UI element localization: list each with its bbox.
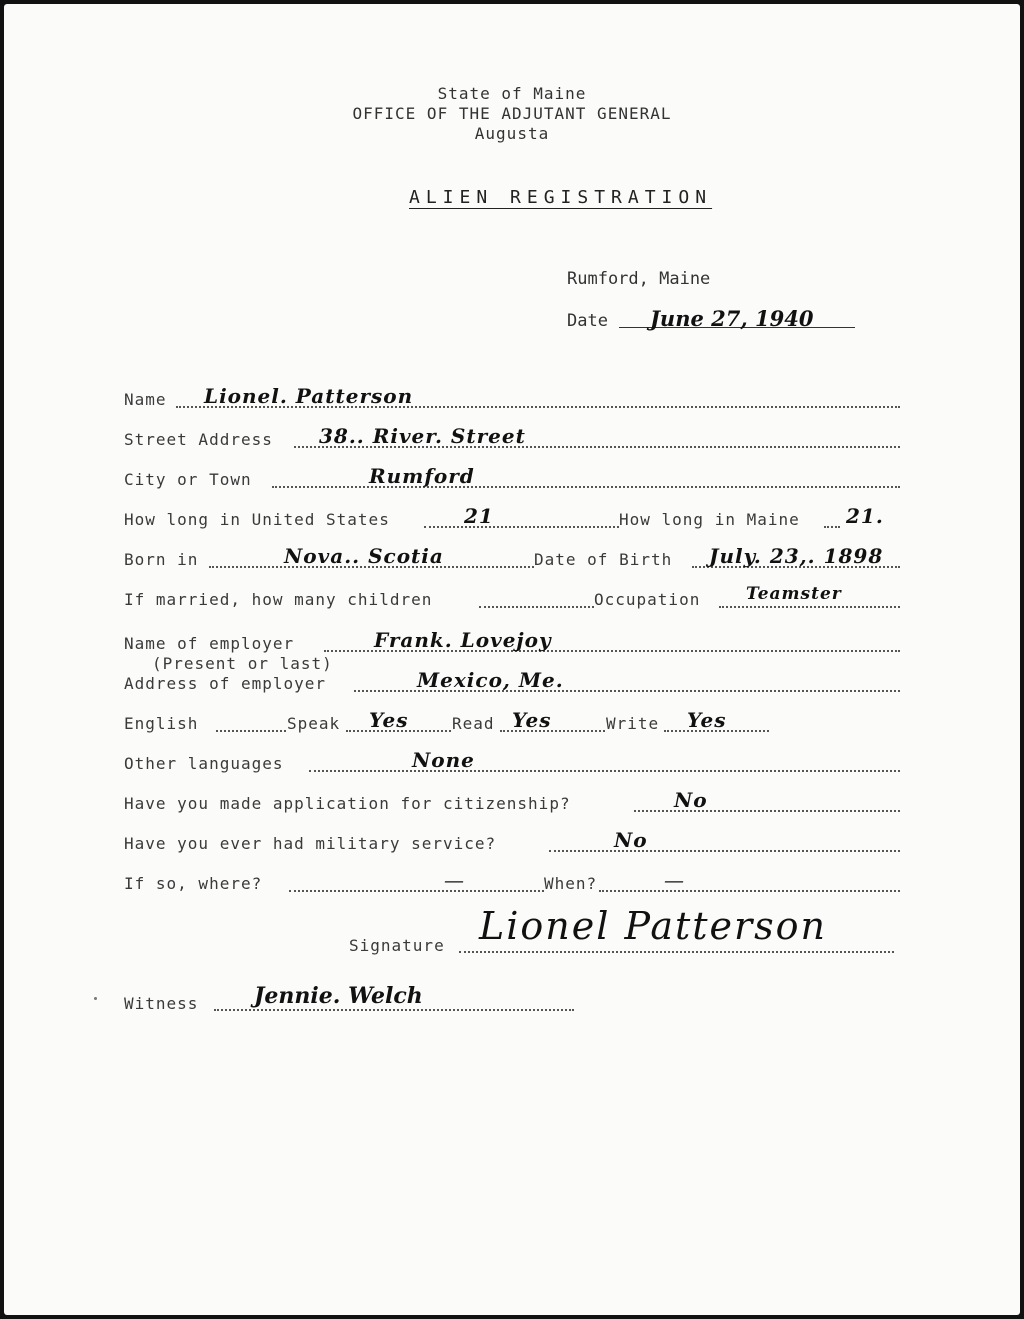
header-city: Augusta	[474, 124, 550, 143]
citizenship-value: No	[674, 788, 708, 812]
field-birth	[124, 544, 900, 572]
other-languages-label: Other languages	[124, 754, 284, 773]
field-family	[124, 584, 900, 612]
form-place: Rumford, Maine	[567, 269, 711, 289]
city-value: Rumford	[369, 464, 475, 488]
children-label: If married, how many children	[124, 590, 433, 609]
employer-address-label: Address of employer	[124, 674, 327, 693]
birth-date-value: July. 23,. 1898	[709, 544, 884, 568]
header-office: OFFICE OF THE ADJUTANT GENERAL	[352, 104, 672, 123]
field-employer-address	[124, 668, 900, 696]
field-residence	[124, 504, 900, 532]
employer-sublabel: (Present or last)	[152, 654, 333, 673]
date-value: June 27, 1940	[650, 306, 814, 331]
occupation-value: Teamster	[746, 584, 842, 604]
field-city	[124, 464, 900, 492]
field-employer	[124, 628, 900, 656]
witness-value: Jennie. Welch	[254, 983, 423, 1009]
employer-value: Frank. Lovejoy	[374, 628, 552, 652]
speak-value: Yes	[369, 708, 409, 732]
field-name	[124, 384, 900, 412]
name-value: Lionel. Patterson	[204, 384, 414, 408]
street-label: Street Address	[124, 430, 273, 449]
field-military	[124, 828, 900, 856]
other-languages-value: None	[412, 748, 475, 772]
when-label: When?	[544, 874, 598, 893]
field-street	[124, 424, 900, 452]
years-maine-label: How long in Maine	[619, 510, 800, 529]
field-other-languages	[124, 748, 900, 776]
employer-address-value: Mexico, Me.	[417, 668, 564, 692]
english-label: English	[124, 714, 199, 733]
military-value: No	[614, 828, 648, 852]
occupation-label: Occupation	[594, 590, 701, 609]
speak-label: Speak	[287, 714, 341, 733]
field-service-details	[124, 868, 900, 896]
field-english	[124, 708, 900, 736]
when-value: —	[664, 868, 685, 892]
birth-date-label: Date of Birth	[534, 550, 673, 569]
write-label: Write	[606, 714, 660, 733]
witness-label: Witness	[124, 994, 199, 1013]
write-value: Yes	[687, 708, 727, 732]
where-value: —	[444, 868, 465, 892]
read-value: Yes	[512, 708, 552, 732]
citizenship-label: Have you made application for citizenship?	[124, 794, 571, 813]
years-us-label: How long in United States	[124, 510, 390, 529]
military-label: Have you ever had military service?	[124, 834, 497, 853]
paper-speck	[94, 997, 97, 1000]
years-us-value: 21	[464, 504, 494, 528]
document-page	[4, 4, 1020, 1315]
field-citizenship	[124, 788, 900, 816]
signature-label: Signature	[349, 936, 445, 955]
years-maine-value: 21.	[846, 504, 884, 528]
born-in-value: Nova.. Scotia	[284, 544, 444, 568]
date-label: Date	[567, 311, 608, 331]
read-label: Read	[452, 714, 495, 733]
form-title: ALIEN REGISTRATION	[409, 187, 713, 208]
header-state: State of Maine	[437, 84, 587, 103]
street-value: 38.. River. Street	[319, 424, 526, 448]
name-label: Name	[124, 390, 167, 409]
city-label: City or Town	[124, 470, 252, 489]
signature-value: Lionel Patterson	[479, 904, 828, 948]
employer-label: Name of employer	[124, 634, 295, 653]
where-label: If so, where?	[124, 874, 263, 893]
born-in-label: Born in	[124, 550, 199, 569]
